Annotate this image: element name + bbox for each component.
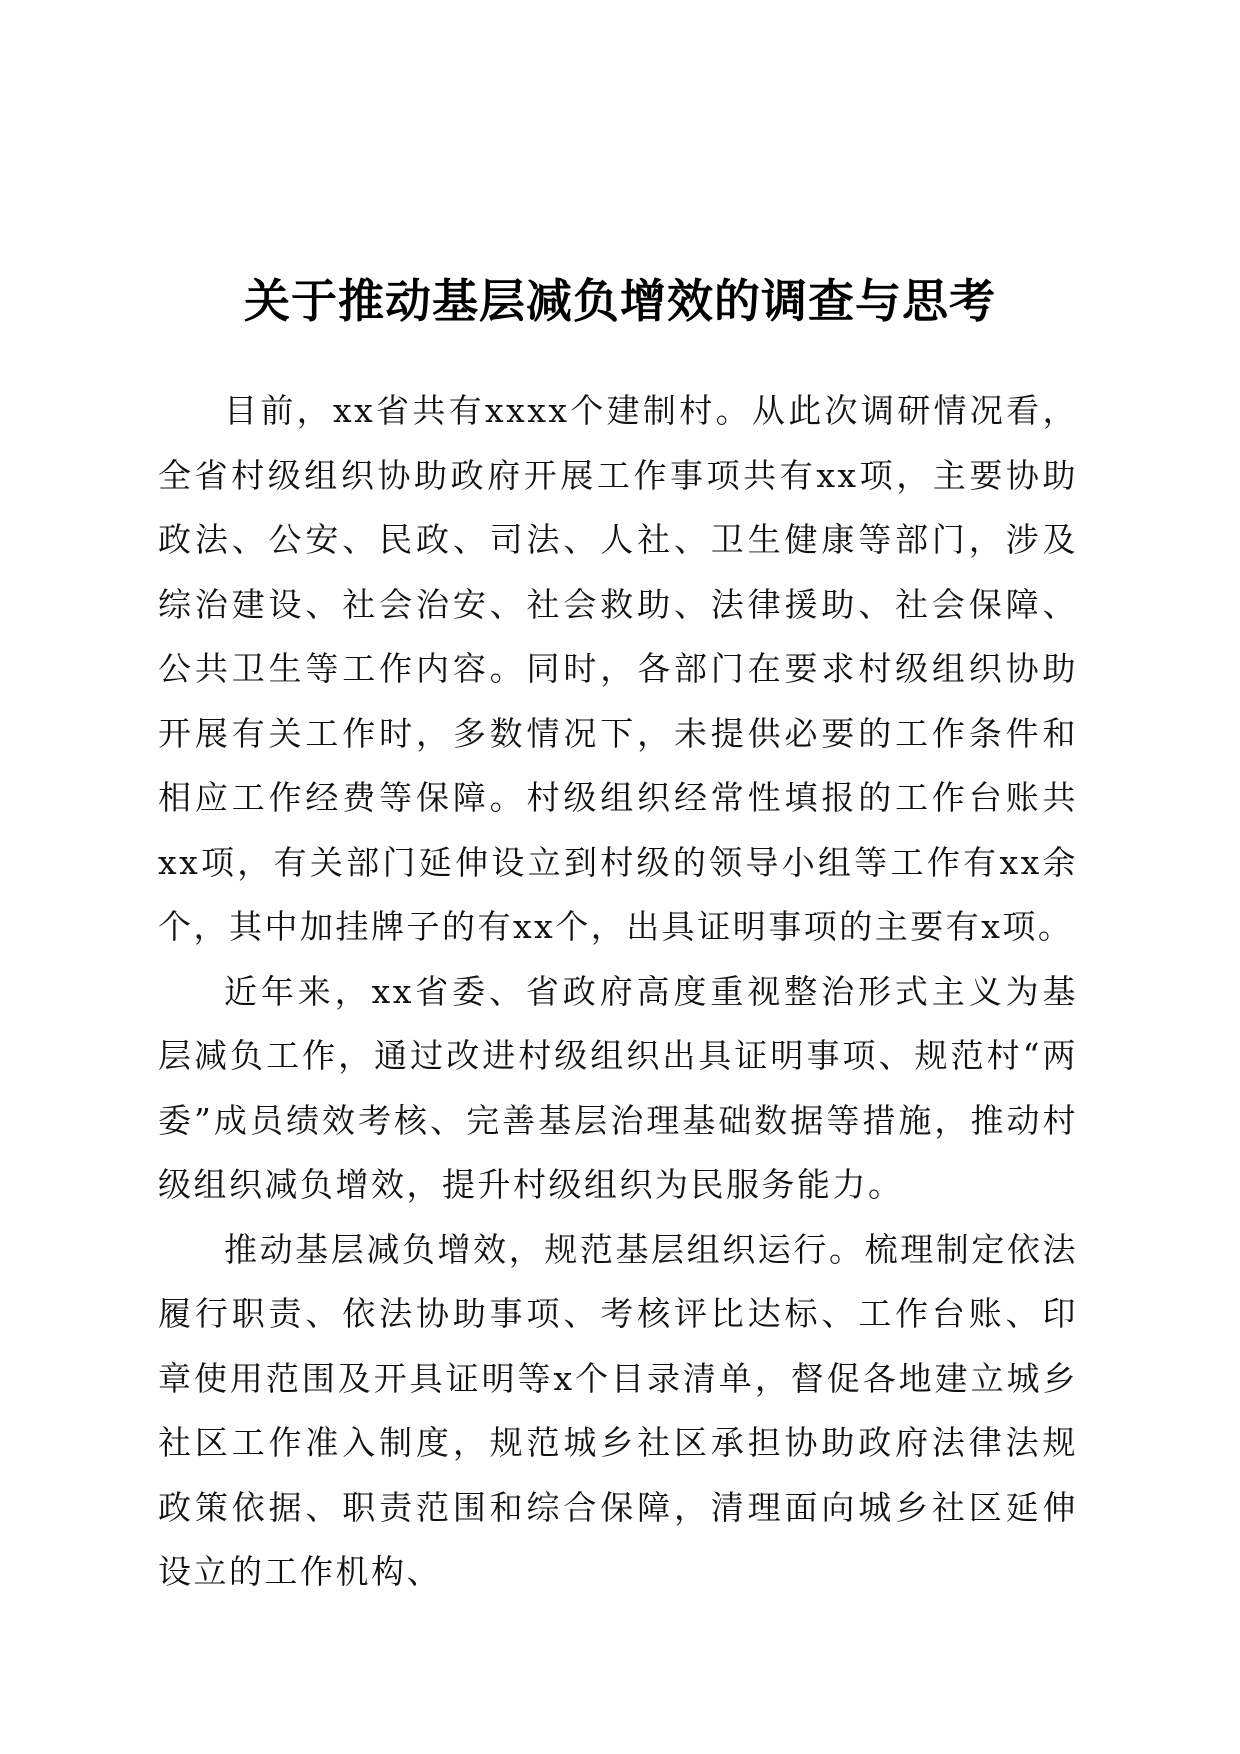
- paragraph-1: 目前，xx省共有xxxx个建制村。从此次调研情况看，全省村级组织协助政府开展工作事项共有xx项，主要协助政法、公安、民政、司法、人社、卫生健康等部门，涉及综治建设、社会治安、社会救助、法律援助、社会保障、公共卫生等工作内容。同时，各部门在要求村级组织协助开展有关工作时，多数情况下，未提供必要的工作条件和相应工作经费等保障。村级组织经常性填报的工作台账共xx项，有关部门延伸设立到村级的领导小组等工作有xx余个，其中加挂牌子的有xx个，出具证明事项的主要有x项。: [158, 391, 1078, 946]
- document-body: [158, 379, 1078, 1605]
- paragraph-2: 近年来，xx省委、省政府高度重视整治形式主义为基层减负工作，通过改进村级组织出具证明事项、规范村“两委”成员绩效考核、完善基层治理基础数据等措施，推动村级组织减负增效，提升村级组织为民服务能力。: [158, 971, 1078, 1204]
- paragraph-3: 推动基层减负增效，规范基层组织运行。梳理制定依法履行职责、依法协助事项、考核评比达标、工作台账、印章使用范围及开具证明等x个目录清单，督促各地建立城乡社区工作准入制度，规范城乡社区承担协助政府法律法规政策依据、职责范围和综合保障，清理面向城乡社区延伸设立的工作机构、: [158, 1229, 1078, 1591]
- document-title: 关于推动基层减负增效的调查与思考: [244, 273, 996, 328]
